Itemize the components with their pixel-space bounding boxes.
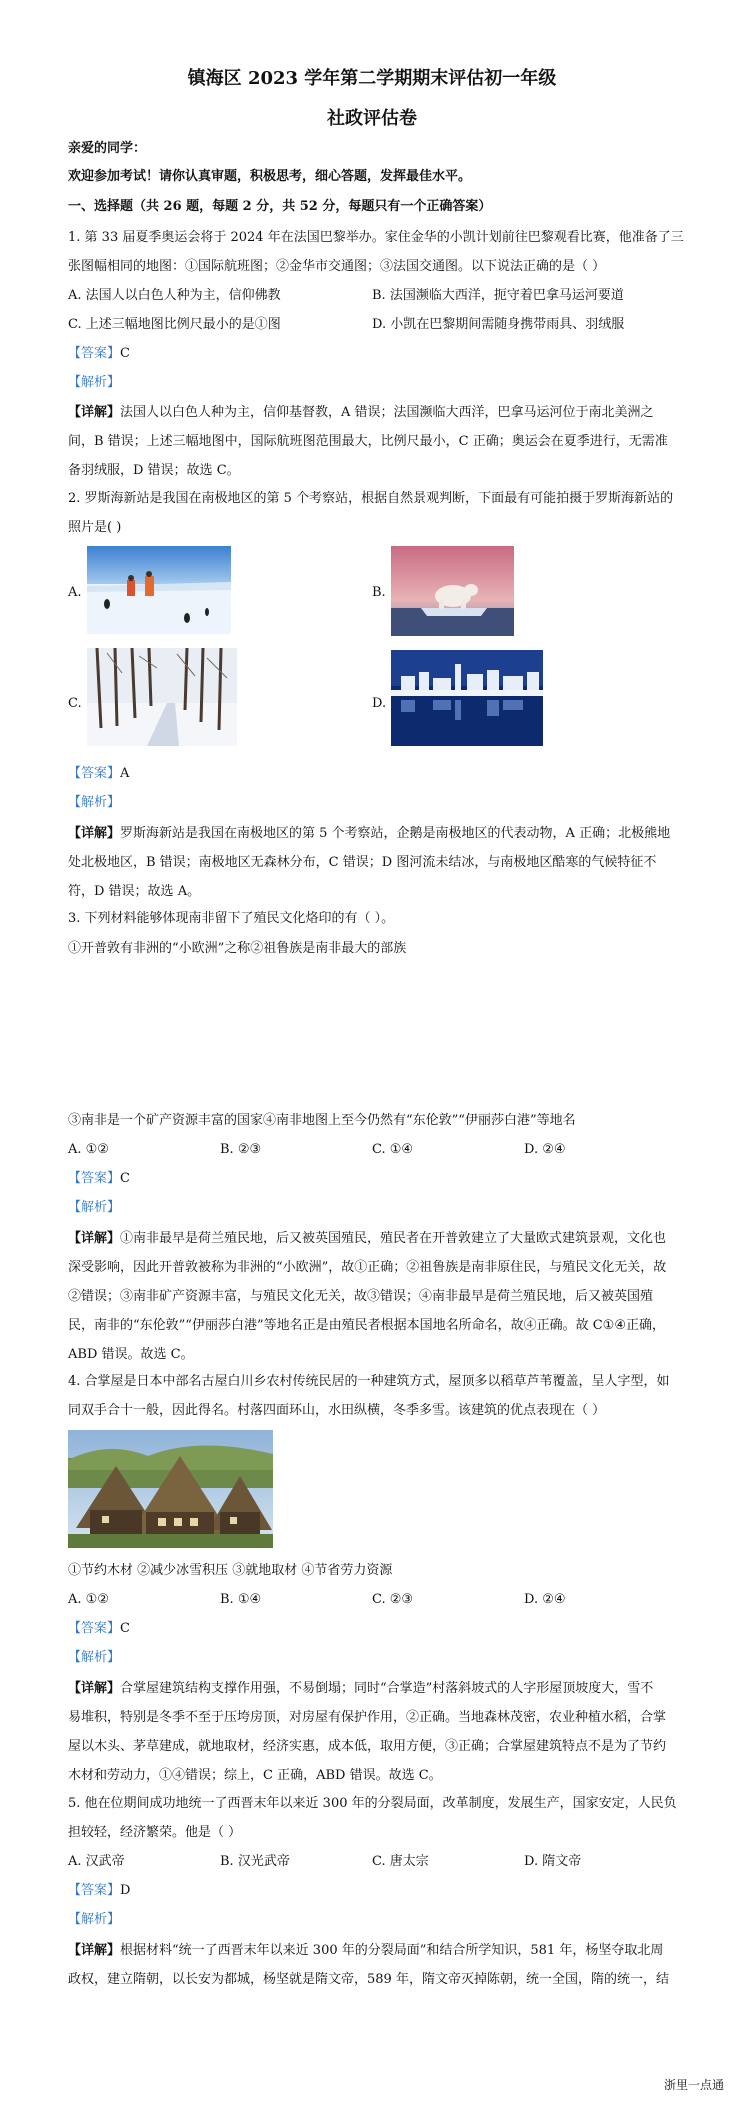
- greeting: 亲爱的同学：: [68, 141, 147, 156]
- q2-image-a-penguins: [87, 546, 231, 634]
- q4-option-b: B. ①④: [220, 1592, 262, 1607]
- q2-stem-line2: 照片是( ): [68, 520, 122, 535]
- q4-stem-line2: 同双手合十一般，因此得名。村落四面环山，水田纵横，冬季多雪。该建筑的优点表现在（ ）: [68, 1403, 606, 1418]
- q1-stem-line1: 1. 第 33 届夏季奥运会将于 2024 年在法国巴黎举办。家住金华的小凯计划前往巴黎观看比赛，他准备了三: [68, 230, 684, 245]
- q1-answer-row: [68, 346, 130, 362]
- q3-answer: C: [120, 1171, 130, 1186]
- q5-option-a: A. 汉武帝: [68, 1854, 125, 1869]
- q4-option-a: A. ①②: [68, 1592, 109, 1607]
- q2-option-c: C.: [68, 696, 82, 711]
- answer-label: 【答案】: [68, 1621, 121, 1636]
- welcome-text: 欢迎参加考试！请你认真审题，积极思考，细心答题，发挥最佳水平。: [68, 169, 472, 184]
- q4-detail-line3: 屋以木头、茅草建成，就地取材，经济实惠，成本低，取用方便，③正确；合掌屋建筑特点不是为了节约: [68, 1739, 667, 1754]
- footer-watermark: 浙里一点通: [664, 2078, 725, 2092]
- section-heading: 一、选择题（共 26 题，每题 2 分，共 52 分，每题只有一个正确答案）: [68, 199, 492, 214]
- q1-option-c: C. 上述三幅地图比例尺最小的是①图: [68, 317, 281, 332]
- answer-label: 【答案】: [68, 1171, 121, 1186]
- q4-detail-line2: 易堆积，特别是冬季不至于压垮房顶，对房屋有保护作用，②正确。当地森林茂密，农业种植水稻，合掌: [68, 1710, 667, 1725]
- q4-choices: ①节约木材 ②减少冰雪积压 ③就地取材 ④节省劳力资源: [68, 1563, 393, 1578]
- detail-label: 【详解】: [68, 826, 121, 841]
- q4-detail-line4: 木材和劳动力，①④错误；综上，C 正确，ABD 错误。故选 C。: [68, 1768, 442, 1783]
- q4-detail: [68, 1674, 680, 1790]
- q3-detail-line4: 民，南非的“东伦敦”“伊丽莎白港”等地名正是由殖民者根据本国地名所命名，故④正确。故 C①④正确，: [68, 1318, 665, 1333]
- q4-answer: C: [120, 1621, 130, 1636]
- q3-answer-row: [68, 1171, 130, 1187]
- q5-detail-line1: 根据材料“统一了西晋末年以来近 300 年的分裂局面”和结合所学知识，581 年，杨坚夺取北周: [120, 1943, 664, 1958]
- q5-option-b: B. 汉光武帝: [220, 1854, 290, 1869]
- page-subtitle: 社政评估卷: [327, 108, 417, 129]
- detail-label: 【详解】: [68, 405, 121, 420]
- answer-label: 【答案】: [68, 766, 121, 781]
- q3-detail: [68, 1224, 680, 1369]
- q2-option-a: A.: [68, 585, 82, 600]
- q4-image-gassho-house: [68, 1430, 273, 1548]
- q2-detail-line3: 符，D 错误；故选 A。: [68, 884, 201, 899]
- q3-detail-line3: ②错误；③南非矿产资源丰富，与殖民文化无关，故③错误；④南非最早是荷兰殖民地，后又被英国殖: [68, 1289, 654, 1304]
- q4-stem-line1: 4. 合掌屋是日本中部名古屋白川乡农村传统民居的一种建筑方式，屋顶多以稻草芦苇覆盖，呈人字型，如: [68, 1374, 670, 1389]
- q3-option-c: C. ①④: [372, 1142, 414, 1157]
- q3-stem-line3: ③南非是一个矿产资源丰富的国家④南非地图上至今仍然有“东伦敦”“伊丽莎白港”等地名: [68, 1113, 576, 1128]
- q2-answer-row: [68, 766, 129, 782]
- page-title: 镇海区 2023 学年第二学期期末评估初一年级: [187, 68, 557, 89]
- analysis-label: 【解析】: [68, 1200, 121, 1215]
- q2-image-d-river-town: [391, 650, 543, 746]
- answer-label: 【答案】: [68, 346, 121, 361]
- q4-detail-line1: 合掌屋建筑结构支撑作用强，不易倒塌；同时“合掌造”村落斜坡式的人字形屋顶坡度大，雪不: [120, 1681, 654, 1696]
- q1-option-b: B. 法国濒临大西洋，扼守着巴拿马运河要道: [372, 288, 624, 303]
- q3-detail-line1: ①南非最早是荷兰殖民地，后又被英国殖民，殖民者在开普敦建立了大量欧式建筑景观，文化也: [120, 1231, 667, 1246]
- analysis-label: 【解析】: [68, 375, 121, 390]
- q4-option-d: D. ②④: [524, 1592, 566, 1607]
- detail-label: 【详解】: [68, 1681, 121, 1696]
- q2-option-d: D.: [372, 696, 387, 711]
- q2-detail-line1: 罗斯海新站是我国在南极地区的第 5 个考察站，企鹅是南极地区的代表动物，A 正确；北极熊地: [120, 826, 671, 841]
- q4-answer-row: [68, 1621, 130, 1637]
- q1-detail-line2: 间，B 错误；上述三幅地图中，国际航班图范围最大，比例尺最小，C 正确；奥运会在夏季进行，无需准: [68, 434, 668, 449]
- analysis-label: 【解析】: [68, 1650, 121, 1665]
- q3-option-a: A. ①②: [68, 1142, 109, 1157]
- q3-option-b: B. ②③: [220, 1142, 262, 1157]
- detail-label: 【详解】: [68, 1231, 121, 1246]
- analysis-label: 【解析】: [68, 795, 121, 810]
- q2-detail: [68, 819, 680, 906]
- q5-stem-line2: 担较轻，经济繁荣。他是（ ）: [68, 1825, 242, 1840]
- q1-detail-line1: 法国人以白色人种为主，信仰基督教，A 错误；法国濒临大西洋，巴拿马运河位于南北美洲之: [120, 405, 654, 420]
- q5-option-d: D. 隋文帝: [524, 1854, 582, 1869]
- analysis-label: 【解析】: [68, 1912, 121, 1927]
- q2-answer: A: [120, 766, 130, 781]
- q5-answer-row: [68, 1883, 130, 1899]
- q2-stem-line1: 2. 罗斯海新站是我国在南极地区的第 5 个考察站，根据自然景观判断，下面最有可能拍摄于罗斯海新站的: [68, 491, 674, 506]
- q5-stem-line1: 5. 他在位期间成功地统一了西晋末年以来近 300 年的分裂局面，改革制度，发展生产，国家安定，人民负: [68, 1796, 677, 1811]
- detail-label: 【详解】: [68, 1943, 121, 1958]
- q3-detail-line2: 深受影响，因此开普敦被称为非洲的“小欧洲”，故①正确；②祖鲁族是南非原住民，与殖民文化无关，故: [68, 1260, 667, 1275]
- q1-answer: C: [120, 346, 130, 361]
- q5-option-c: C. 唐太宗: [372, 1854, 429, 1869]
- answer-label: 【答案】: [68, 1883, 121, 1898]
- q5-answer: D: [120, 1883, 131, 1898]
- q2-detail-line2: 处北极地区，B 错误；南极地区无森林分布，C 错误；D 图河流未结冰，与南极地区酷寒的气候特征不: [68, 855, 657, 870]
- q2-option-b: B.: [372, 585, 386, 600]
- q2-image-b-polar-bear: [391, 546, 514, 636]
- q3-stem-line1: 3. 下列材料能够体现南非留下了殖民文化烙印的有（ ）。: [68, 911, 395, 926]
- q5-detail: [68, 1936, 680, 1994]
- q1-detail-line3: 备羽绒服，D 错误；故选 C。: [68, 463, 240, 478]
- q3-detail-line5: ABD 错误。故选 C。: [68, 1347, 194, 1362]
- q3-stem-line2: ①开普敦有非洲的“小欧洲”之称②祖鲁族是南非最大的部族: [68, 941, 407, 956]
- q5-detail-line2: 政权，建立隋朝，以长安为都城，杨坚就是隋文帝，589 年，隋文帝灭掉陈朝，统一全国，隋的统一，结: [68, 1972, 669, 1987]
- q3-option-d: D. ②④: [524, 1142, 566, 1157]
- q1-option-d: D. 小凯在巴黎期间需随身携带雨具、羽绒服: [372, 317, 625, 332]
- q4-option-c: C. ②③: [372, 1592, 414, 1607]
- q1-detail: [68, 398, 680, 485]
- q1-stem-line2: 张图幅相同的地图：①国际航班图；②金华市交通图；③法国交通图。以下说法正确的是（ ）: [68, 259, 606, 274]
- q2-image-c-snowy-forest: [87, 648, 237, 746]
- q1-option-a: A. 法国人以白色人种为主，信仰佛教: [68, 288, 281, 303]
